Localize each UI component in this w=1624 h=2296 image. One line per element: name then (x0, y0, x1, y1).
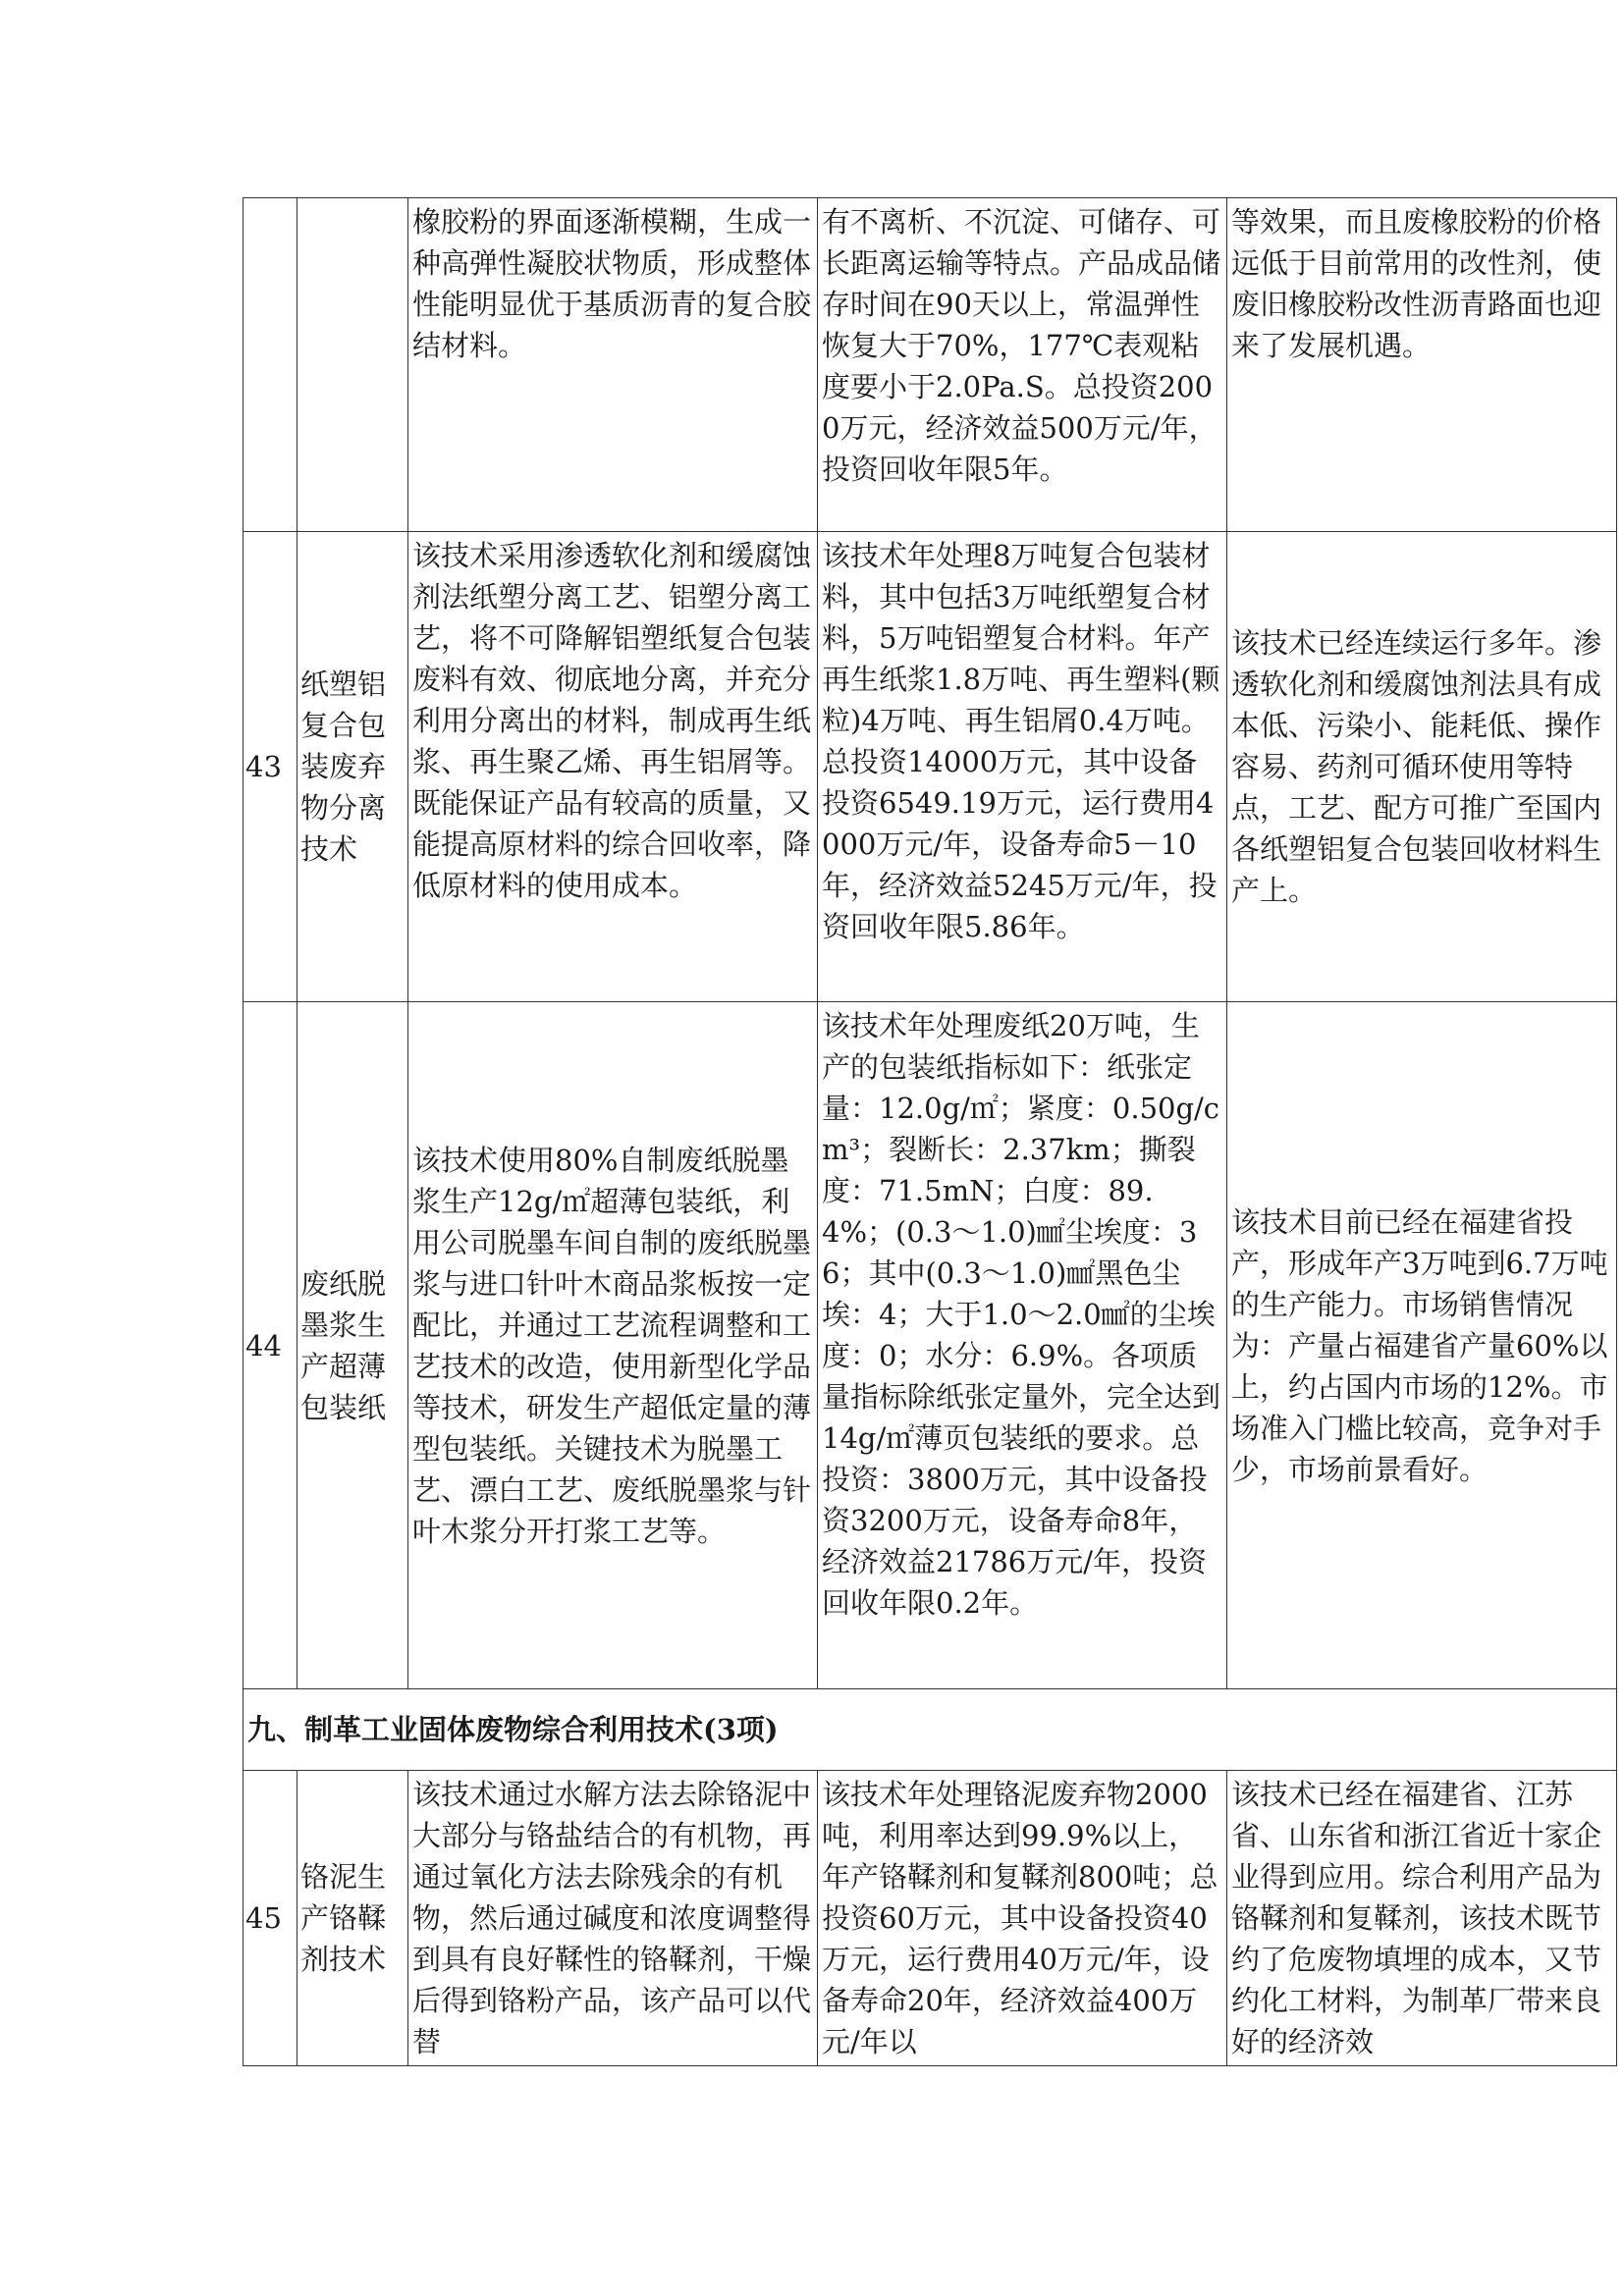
investment-benefit: 该技术年处理铬泥废弃物2000吨，利用率达到99.9%以上，年产铬鞣剂和复鞣剂800吨；总投资60万元，其中设备投资40万元，运行费用40万元/年，设备寿命20年，经济效益400万元/年以 (818, 1771, 1227, 2066)
row-number: 44 (244, 1002, 298, 1689)
application-prospect: 该技术已经连续运行多年。渗透软化剂和缓腐蚀剂法具有成本低、污染小、能耗低、操作容易、药剂可循环使用等特点，工艺、配方可推广至国内各纸塑铝复合包装回收材料生产上。 (1227, 532, 1617, 1002)
technology-description: 该技术通过水解方法去除铬泥中大部分与铬盐结合的有机物，再通过氧化方法去除残余的有机物，然后通过碱度和浓度调整得到具有良好鞣性的铬鞣剂，干燥后得到铬粉产品，该产品可以代替 (408, 1771, 818, 2066)
investment-benefit: 该技术年处理废纸20万吨，生产的包装纸指标如下：纸张定量：12.0g/㎡；紧度：0.50g/cm³；裂断长：2.37km；撕裂度：71.5mN；白度：89.4%；(0.3～1.0)㎟尘埃度：36；其中(0.3～1.0)㎟黑色尘埃：4；大于1.0～2.0㎟的尘埃度：0；水分：6.9%。各项质量指标除纸张定量外，完全达到14g/㎡薄页包装纸的要求。总投资：3800万元，其中设备投资3200万元，设备寿命8年，经济效益21786万元/年，投资回收年限0.2年。 (818, 1002, 1227, 1689)
technology-name: 铬泥生产铬鞣剂技术 (298, 1771, 408, 2066)
section-title: 九、制革工业固体废物综合利用技术(3项) (244, 1689, 1617, 1771)
table-row (244, 198, 1617, 532)
technology-table (243, 197, 1617, 2066)
application-prospect: 该技术目前已经在福建省投产，形成年产3万吨到6.7万吨的生产能力。市场销售情况为：产量占福建省产量60%以上，约占国内市场的12%。市场准入门槛比较高，竞争对手少，市场前景看好。 (1227, 1002, 1617, 1689)
technology-description: 该技术使用80%自制废纸脱墨浆生产12g/㎡超薄包装纸，利用公司脱墨车间自制的废纸脱墨浆与进口针叶木商品浆板按一定配比，并通过工艺流程调整和工艺技术的改造，使用新型化学品等技术，研发生产超低定量的薄型包装纸。关键技术为脱墨工艺、漂白工艺、废纸脱墨浆与针叶木浆分开打浆工艺等。 (408, 1002, 818, 1689)
table-row (244, 532, 1617, 1002)
technology-name: 纸塑铝复合包装废弃物分离技术 (298, 532, 408, 1002)
application-prospect: 该技术已经在福建省、江苏省、山东省和浙江省近十家企业得到应用。综合利用产品为铬鞣剂和复鞣剂，该技术既节约了危废物填埋的成本，又节约化工材料，为制革厂带来良好的经济效 (1227, 1771, 1617, 2066)
table-row (244, 1771, 1617, 2066)
row-number: 43 (244, 532, 298, 1002)
technology-name: 废纸脱墨浆生产超薄包装纸 (298, 1002, 408, 1689)
investment-benefit: 有不离析、不沉淀、可储存、可长距离运输等特点。产品成品储存时间在90天以上，常温弹性恢复大于70%，177℃表观粘度要小于2.0Pa.S。总投资2000万元，经济效益500万元/年，投资回收年限5年。 (818, 198, 1227, 532)
section-header-row (244, 1689, 1617, 1771)
row-number: 45 (244, 1771, 298, 2066)
investment-benefit: 该技术年处理8万吨复合包装材料，其中包括3万吨纸塑复合材料，5万吨铝塑复合材料。年产再生纸浆1.8万吨、再生塑料(颗粒)4万吨、再生铝屑0.4万吨。总投资14000万元，其中设备投资6549.19万元，运行费用4000万元/年，设备寿命5－10年，经济效益5245万元/年，投资回收年限5.86年。 (818, 532, 1227, 1002)
table-row (244, 1002, 1617, 1689)
application-prospect: 等效果，而且废橡胶粉的价格远低于目前常用的改性剂，使废旧橡胶粉改性沥青路面也迎来了发展机遇。 (1227, 198, 1617, 532)
technology-description: 橡胶粉的界面逐渐模糊，生成一种高弹性凝胶状物质，形成整体性能明显优于基质沥青的复合胶结材料。 (408, 198, 818, 532)
technology-name (298, 198, 408, 532)
technology-description: 该技术采用渗透软化剂和缓腐蚀剂法纸塑分离工艺、铝塑分离工艺，将不可降解铝塑纸复合包装废料有效、彻底地分离，并充分利用分离出的材料，制成再生纸浆、再生聚乙烯、再生铝屑等。既能保证产品有较高的质量，又能提高原材料的综合回收率，降低原材料的使用成本。 (408, 532, 818, 1002)
row-number (244, 198, 298, 532)
